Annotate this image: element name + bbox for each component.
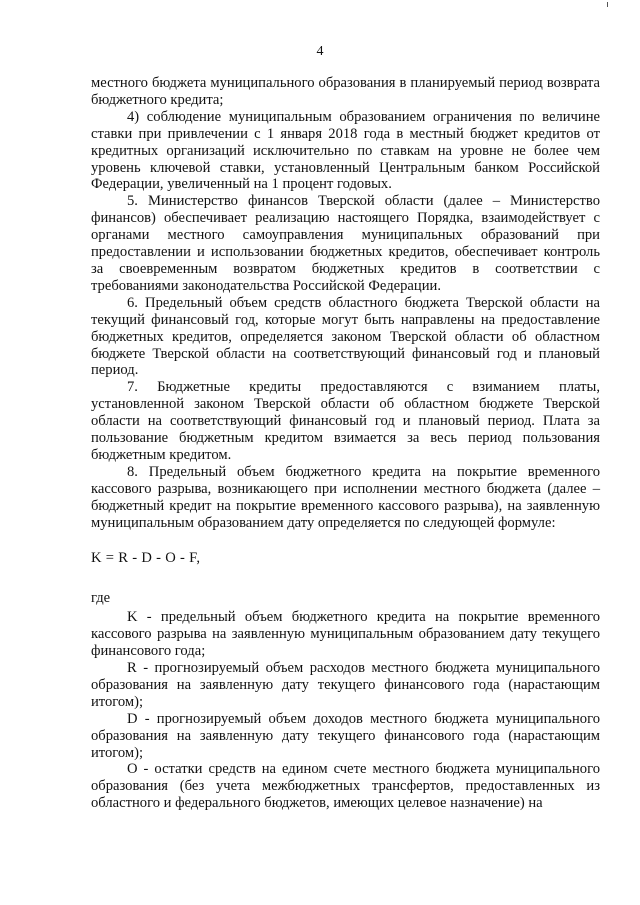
where-label: где [91, 590, 111, 607]
paragraph-item-5: 5. Министерство финансов Тверской области (далее – Министерство финансов) обеспечивает реализацию настоящего Порядка, взаимодействует с органами местного самоуправления муниципальных образований при предоставлении и использовании бюджетных кредитов, обеспечивает контроль за своевременным возвратом бюджетных кредитов в соответствии с требованиями законодательства Российской Федерации. [91, 193, 600, 294]
definition-r: R - прогнозируемый объем расходов местного бюджета муниципального образования на заявленную дату текущего финансового года (нарастающим итогом); [91, 660, 600, 710]
page-number: 4 [316, 44, 324, 59]
definition-k: K - предельный объем бюджетного кредита на покрытие временного кассового разрыва на заявленную муниципальным образованием дату текущего финансового года; [91, 609, 600, 660]
paragraph-item-6: 6. Предельный объем средств областного бюджета Тверской области на текущий финансовый год, которые могут быть направлены на предоставление бюджетных кредитов, определяется законом Тверской области об областном бюджете Тверской области на соответствующий финансовый год и плановый период. [91, 294, 600, 379]
paragraph-item-8: 8. Предельный объем бюджетного кредита на покрытие временного кассового разрыва, возникающего при исполнении местного бюджета (далее – бюджетный кредит на покрытие временного кассового разрыва), на заявленную муниципальным образованием дату определяется по следующей формуле: [91, 463, 600, 531]
scan-mark [607, 2, 608, 7]
document-body [91, 75, 600, 812]
paragraph-item-7: 7. Бюджетные кредиты предоставляются с взиманием платы, установленной законом Тверской области об областном бюджете Тверской области на соответствующий финансовый год и плановый период. Плата за пользование бюджетным кредитом взимается за весь период пользования бюджетным кредитом. [91, 379, 600, 463]
definition-d: D - прогнозируемый объем доходов местного бюджета муниципального образования на заявленную дату текущего финансового года (нарастающим итогом); [91, 710, 600, 761]
paragraph-continuation: местного бюджета муниципального образования в планируемый период возврата бюджетного кредита; [91, 75, 600, 108]
formula: K = R - D - O - F, [91, 550, 201, 567]
definition-o: О - остатки средств на едином счете местного бюджета муниципального образования (без учета межбюджетных трансфертов, предоставленных из областного и федерального бюджетов, имеющих целевое назначение) на [91, 761, 600, 812]
paragraph-item-4: 4) соблюдение муниципальным образованием ограничения по величине ставки при привлечении с 1 января 2018 года в местный бюджет кредитов от кредитных организаций исключительно по ставкам на уровне не более чем уровень ключевой ставки, установленный Центральным банком Российской Федерации, увеличенный на 1 процент годовых. [91, 108, 600, 193]
